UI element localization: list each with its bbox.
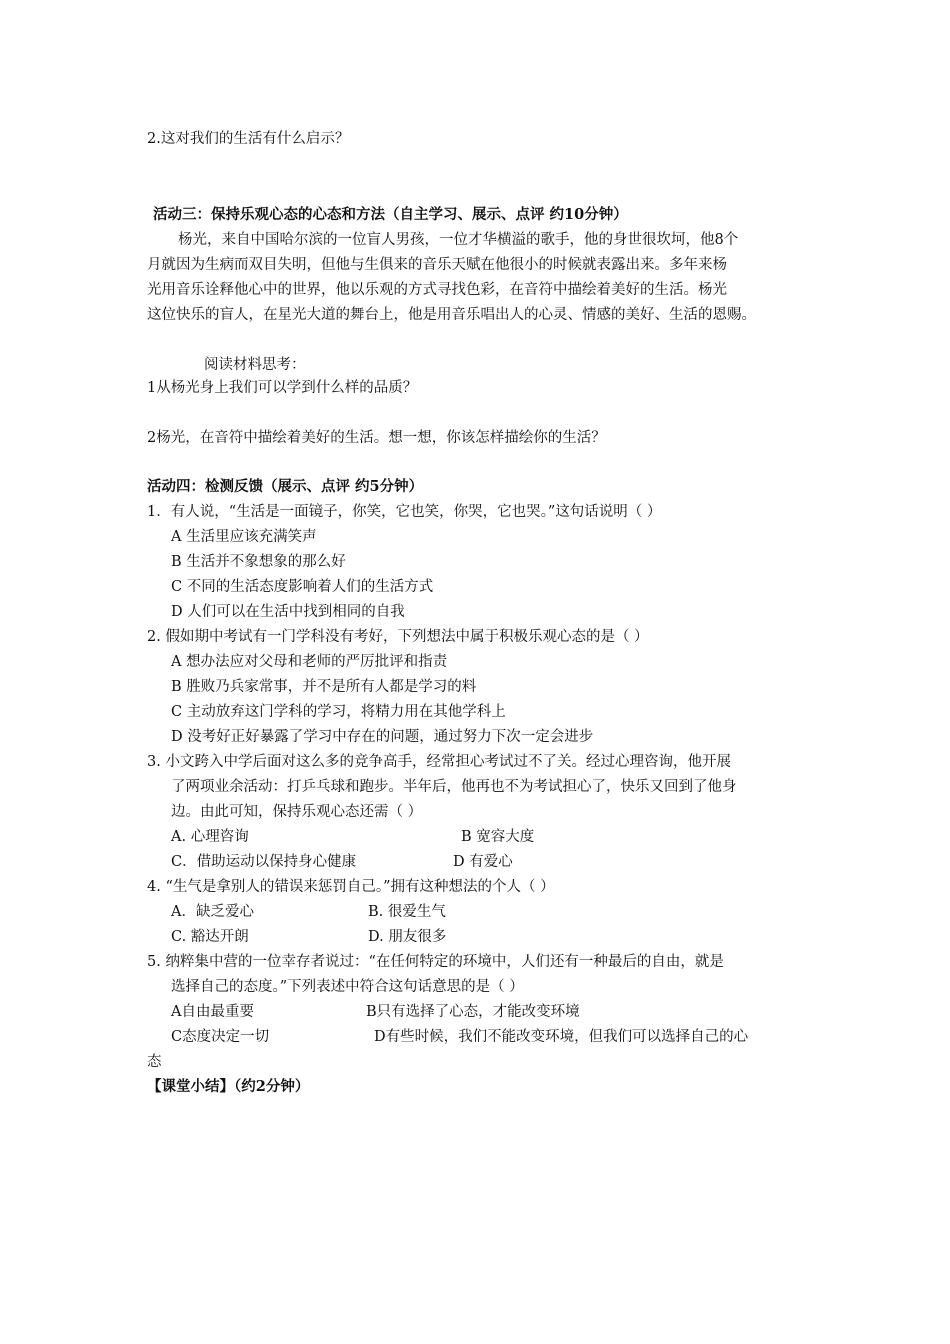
activity3-heading: 活动三：保持乐观心态的心态和方法（自主学习、展示、点评 约10分钟） <box>153 206 628 223</box>
quiz-question-5-cont: 选择自己的态度。”下列表述中符合这句话意思的是（ ） <box>171 979 524 995</box>
option: C 主动放弃这门学科的学习，将精力用在其他学科上 <box>171 704 506 720</box>
reflection-question-1: 1从杨光身上我们可以学到什么样的品质？ <box>147 380 418 396</box>
option: A 想办法应对父母和老师的严厉批评和指责 <box>171 654 448 670</box>
option: D有些时候，我们不能改变环境，但我们可以选择自己的心 <box>374 1029 749 1045</box>
option: A 生活里应该充满笑声 <box>171 529 317 545</box>
option: A. 心理咨询 <box>171 829 249 845</box>
option: C 不同的生活态度影响着人们的生活方式 <box>171 579 434 595</box>
activity4-heading: 活动四：检测反馈（展示、点评 约5分钟） <box>147 478 424 495</box>
quiz-question-1: 1．有人说，“生活是一面镜子，你笑，它也笑，你哭，它也哭。”这句话说明（ ） <box>147 504 662 520</box>
quiz-question-4: 4. “生气是拿别人的错误来惩罚自己。”拥有这种想法的个人（ ） <box>147 879 555 895</box>
option: C态度决定一切 <box>171 1029 270 1045</box>
quiz-question-2: 2. 假如期中考试有一门学科没有考好，下列想法中属于积极乐观心态的是（ ） <box>147 629 649 645</box>
option: C. 豁达开朗 <box>171 929 249 945</box>
summary-heading: 【课堂小结】（约2分钟） <box>147 1078 310 1095</box>
option: A自由最重要 <box>171 1004 254 1020</box>
quiz-question-5: 5. 纳粹集中营的一位幸存者说过：“在任何特定的环境中，人们还有一种最后的自由，就是 <box>147 954 724 970</box>
story-line: 月就因为生病而双目失明，但他与生俱来的音乐天赋在他很小的时候就表露出来。多年来杨 <box>147 257 727 273</box>
option: B 胜败乃兵家常事，并不是所有人都是学习的料 <box>171 679 477 695</box>
question-2: 2.这对我们的生活有什么启示？ <box>147 131 350 147</box>
option: B只有选择了心态，才能改变环境 <box>366 1004 580 1020</box>
option: B 生活并不象想象的那么好 <box>171 554 346 570</box>
story-line: 杨光，来自中国哈尔滨的一位盲人男孩，一位才华横溢的歌手，他的身世很坎坷，他8个 <box>178 232 739 248</box>
reflection-question-2: 2杨光，在音符中描绘着美好的生活。想一想，你该怎样描绘你的生活？ <box>147 430 606 446</box>
option: D. 朋友很多 <box>368 929 447 945</box>
option-cont: 态 <box>147 1054 162 1070</box>
option: B 宽容大度 <box>461 829 535 845</box>
quiz-question-3: 3. 小文跨入中学后面对这么多的竞争高手，经常担心考试过不了关。经过心理咨询，他开展 <box>147 754 731 770</box>
option: D 没考好正好暴露了学习中存在的问题，通过努力下次一定会进步 <box>171 729 594 745</box>
quiz-question-3-cont: 边。由此可知，保持乐观心态还需（ ） <box>171 804 423 820</box>
read-prompt: 阅读材料思考： <box>204 357 306 373</box>
option: A．缺乏爱心 <box>171 904 254 920</box>
option: B. 很爱生气 <box>368 904 446 920</box>
option: D 有爱心 <box>453 854 513 870</box>
quiz-question-3-cont: 了两项业余活动：打乒乓球和跑步。半年后，他再也不为考试担心了，快乐又回到了他身 <box>171 779 737 795</box>
option: D 人们可以在生活中找到相同的自我 <box>171 604 405 620</box>
story-line: 这位快乐的盲人，在星光大道的舞台上，他是用音乐唱出人的心灵、情感的美好、生活的恩赐。 <box>147 307 756 323</box>
option: C．借助运动以保持身心健康 <box>171 854 357 870</box>
story-line: 光用音乐诠释他心中的世界，他以乐观的方式寻找色彩，在音符中描绘着美好的生活。杨光 <box>147 282 727 298</box>
